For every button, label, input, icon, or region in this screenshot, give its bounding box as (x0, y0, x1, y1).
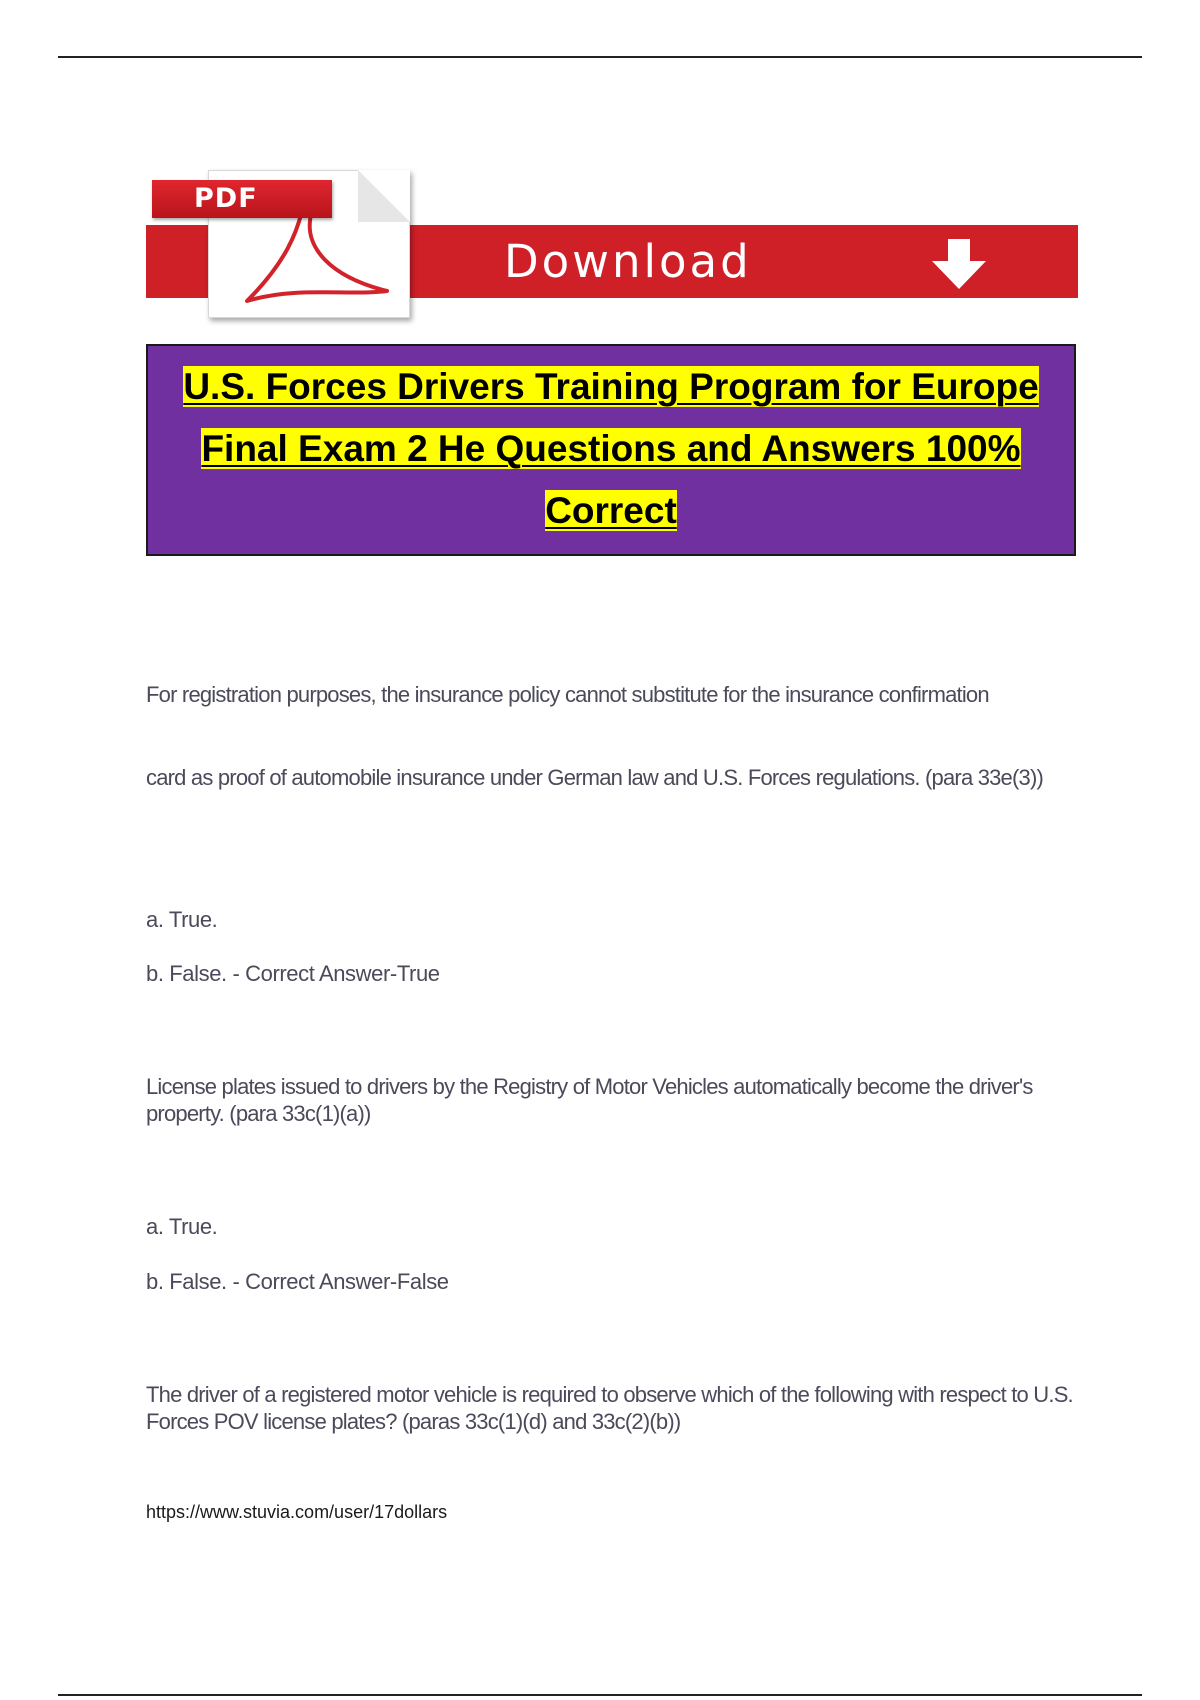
question-2-text: License plates issued to drivers by the Registry of Motor Vehicles automatically become the driver's property. (para 33c(1)(a)) (146, 1074, 1033, 1126)
question-2-option-b: b. False. - Correct Answer-False (146, 1269, 449, 1294)
document-title (148, 356, 1074, 542)
question-1-option-a: a. True. (146, 907, 218, 932)
bottom-rule (58, 1694, 1142, 1696)
question-1-text-part-2: card as proof of automobile insurance under German law and U.S. Forces regulations. (para 33e(3)) (146, 765, 1044, 790)
question-1-option-b: b. False. - Correct Answer-True (146, 961, 440, 986)
title-line-2: Final Exam 2 He Questions and Answers 100% (201, 428, 1021, 469)
top-rule (58, 56, 1142, 58)
question-2-option-a: a. True. (146, 1214, 218, 1239)
footer-url-link[interactable]: https://www.stuvia.com/user/17dollars (146, 1502, 448, 1522)
title-line-3: Correct (545, 490, 677, 531)
download-arrow-icon[interactable] (930, 239, 988, 289)
pdf-label: PDF (152, 180, 332, 218)
question-3-text: The driver of a registered motor vehicle is required to observe which of the following with respect to U.S. Forces POV license plates? (paras 33c(1)(d) and 33c(2)(b)) (146, 1382, 1073, 1434)
download-label[interactable]: Download (504, 235, 752, 288)
title-line-1: U.S. Forces Drivers Training Program for Europe (183, 366, 1039, 407)
question-1-text-part-1: For registration purposes, the insurance policy cannot substitute for the insurance confirmation (146, 682, 989, 707)
pdf-download-banner[interactable] (146, 168, 1078, 318)
document-title-box (146, 344, 1076, 556)
